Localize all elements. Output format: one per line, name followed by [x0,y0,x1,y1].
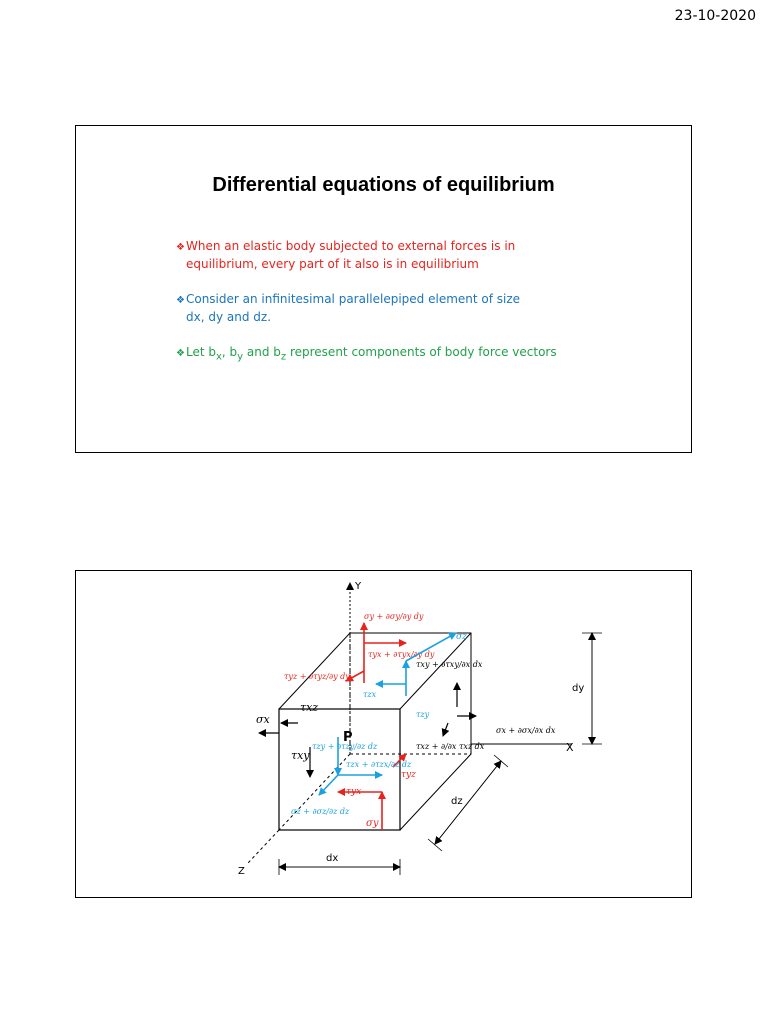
diamond-bullet-icon: ❖ [176,242,185,253]
label-tau-zx: τzx [363,690,377,699]
point-p-label: P [343,730,353,745]
page-date: 23-10-2020 [674,8,756,24]
label-tau-yx: τyx [346,787,362,797]
bullet-elastic-body: ❖When an elastic body subjected to external forces is in equilibrium, every part of it also is in equilibrium [176,239,516,271]
label-tau-xy: τxy [291,749,310,762]
label-sigma-y-plus: σy + ∂σy/∂y dy [364,612,424,621]
label-tau-zy: τzy [416,710,430,719]
label-tau-xy-plus: τxy + ∂τxy/∂x dx [416,660,483,669]
label-sigma-z-top: σz [456,632,467,642]
label-tau-yx-plus: τyx + ∂τyx/∂y dy [368,650,435,659]
dim-dx-label: dx [326,853,339,864]
label-tau-xz: τxz [300,701,319,714]
axis-z-label: Z [238,866,245,877]
stress-element-diagram [76,571,693,899]
diamond-bullet-icon: ❖ [176,348,185,359]
label-tau-zx-plus: τzx + ∂τzx/∂z dz [346,760,412,769]
diamond-bullet-icon: ❖ [176,295,185,306]
bullet-body-force: ❖Let $b_x$, $b_y$ and $b_z$ represent components of body force vectors [176,345,557,363]
label-sigma-x-plus: σx + ∂σx/∂x dx [496,726,556,735]
axis-x-label: X [566,741,574,754]
label-sigma-z-plus: σz + ∂σz/∂z dz [291,807,350,816]
axis-y-label: Y [355,581,362,592]
slide-equilibrium-intro [75,125,692,453]
label-sigma-x: σx [256,713,270,726]
label-tau-yz-plus: τyz + ∂τyz/∂y dy [284,672,350,681]
label-tau-zy-plus: τzy + ∂τzy/∂z dz [312,742,378,751]
label-tau-xz-plus: τxz + ∂/∂x τxz dx [416,742,485,751]
slide-title: Differential equations of equilibrium [212,174,555,196]
label-sigma-y: σy [366,818,379,829]
bullet-parallelepiped: ❖Consider an infinitesimal parallelepiped element of size dx, dy and dz. [176,292,521,324]
dim-dy-label: dy [572,683,585,694]
dim-dz-label: dz [451,796,463,807]
slide-element-diagram [75,570,692,898]
label-tau-yz-front: τyz [401,770,416,780]
